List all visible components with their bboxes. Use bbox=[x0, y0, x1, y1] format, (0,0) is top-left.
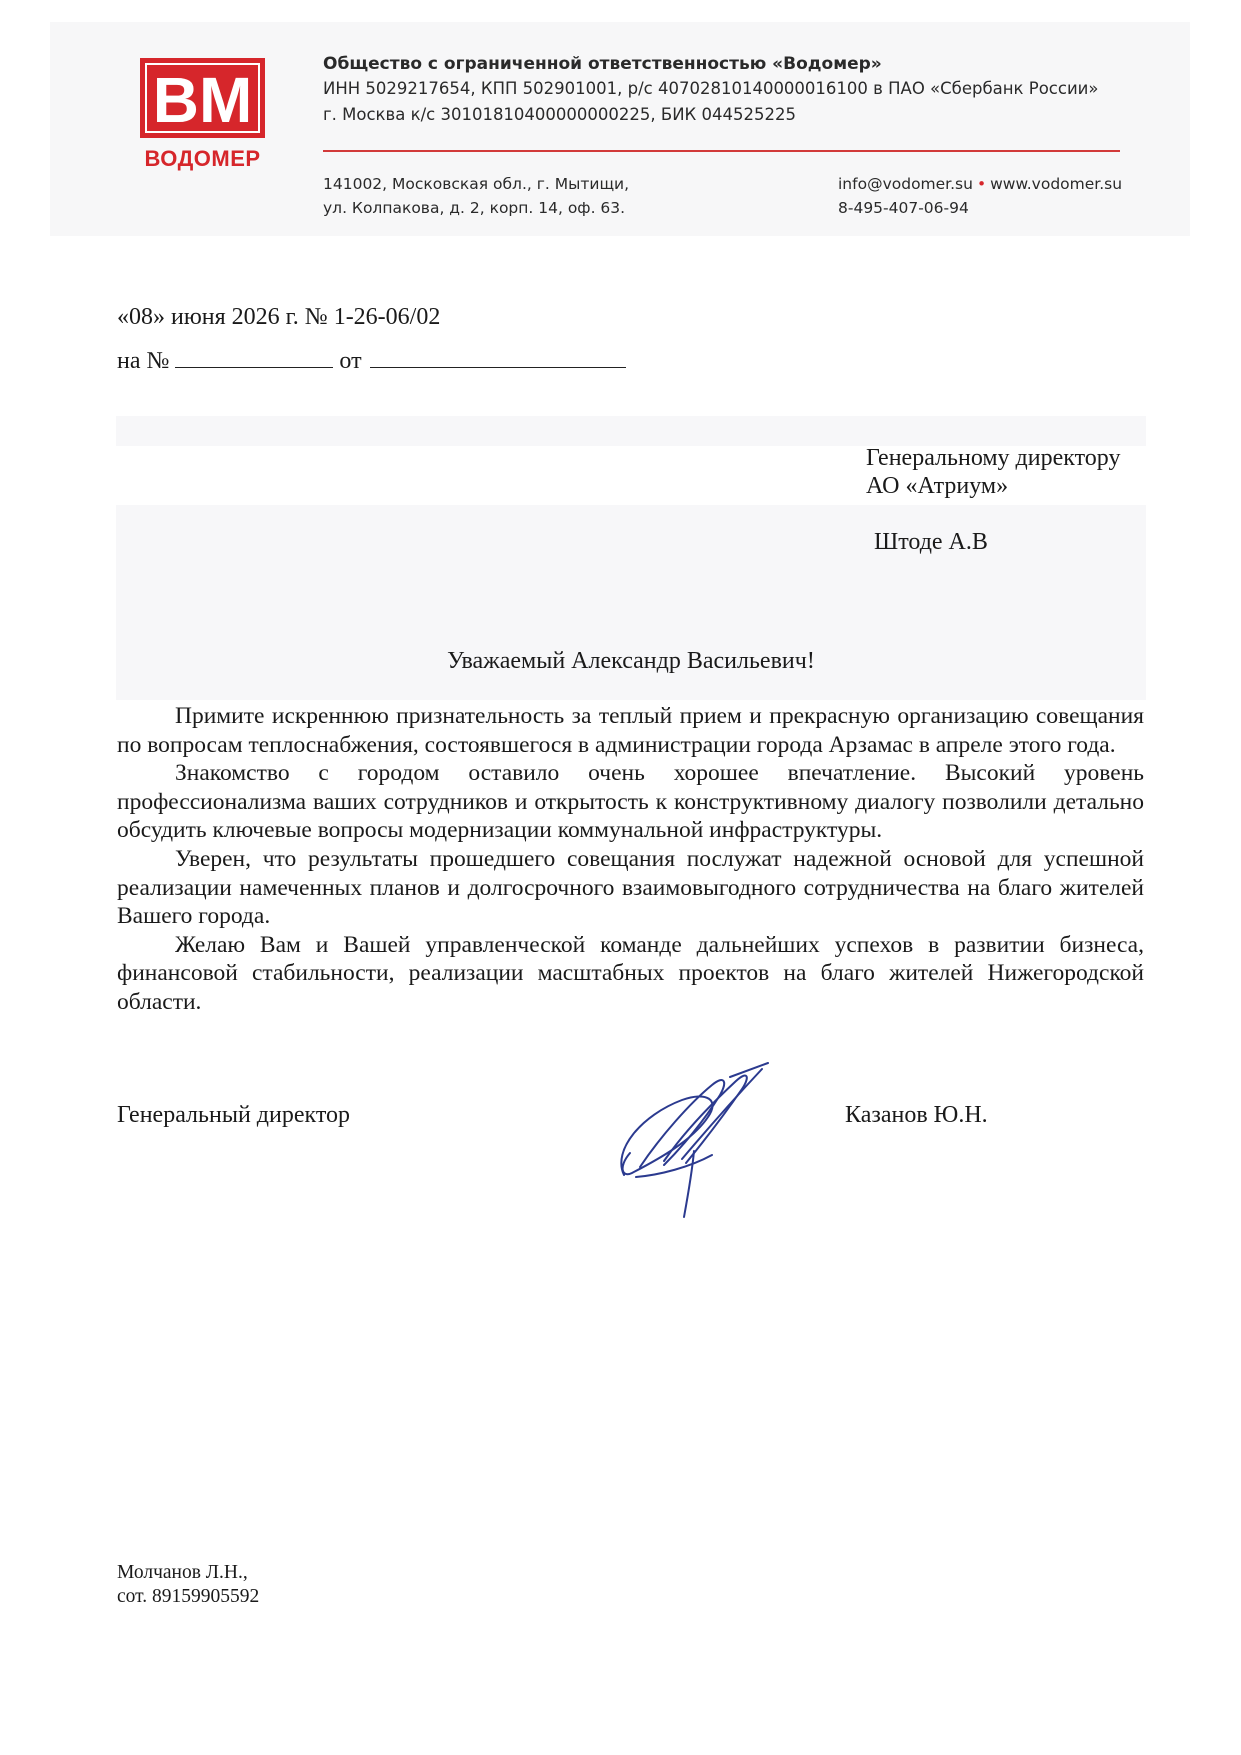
logo-letters: ВМ bbox=[152, 64, 253, 136]
logo-brand-name: ВОДОМЕР bbox=[144, 146, 261, 171]
letter-body bbox=[117, 702, 1144, 1017]
executor-name: Молчанов Л.Н., bbox=[117, 1562, 248, 1583]
company-logo bbox=[140, 58, 265, 170]
addressee-company: АО «Атриум» bbox=[866, 473, 1009, 499]
signatory-name: Казанов Ю.Н. bbox=[845, 1102, 988, 1128]
body-paragraph: Знакомство с городом оставило очень хорошее впечатление. Высокий уровень профессионализма ваших сотрудников и открытость к конструктивному диалогу позволили детально обсудить ключевые вопросы модернизации коммунальной инфраструктуры. bbox=[117, 760, 1144, 844]
org-address bbox=[323, 172, 703, 220]
executor-phone: сот. 89159905592 bbox=[117, 1586, 260, 1607]
letter-meta bbox=[117, 302, 626, 376]
logo-mark bbox=[140, 58, 265, 138]
addressee bbox=[866, 444, 1120, 556]
email-link[interactable]: info@vodomer.su bbox=[838, 175, 973, 193]
addressee-person: Штоде А.В bbox=[874, 529, 988, 555]
letterhead-divider bbox=[323, 150, 1120, 152]
org-contacts bbox=[838, 172, 1158, 220]
body-paragraph: Примите искреннюю признательность за теплый прием и прекрасную организацию совещания по вопросам теплоснабжения, состоявшегося в администрации города Арзамас в апреле этого года. bbox=[117, 703, 1144, 758]
signatory-title: Генеральный директор bbox=[117, 1102, 351, 1128]
greeting: Уважаемый Александр Васильевич! bbox=[447, 648, 815, 674]
reference-prefix: на № bbox=[117, 348, 170, 374]
org-phone: 8-495-407-06-94 bbox=[838, 199, 969, 217]
reference-from: от bbox=[339, 348, 362, 374]
body-paragraph: Желаю Вам и Вашей управленческой команде дальнейших успехов в развитии бизнеса, финансовой стабильности, реализации масштабных проектов на благо жителей Нижегородской области. bbox=[117, 931, 1144, 1015]
handwritten-signature bbox=[612, 1055, 782, 1225]
executor-info bbox=[117, 1561, 259, 1609]
organization-info bbox=[323, 52, 1163, 128]
separator-dot-icon: • bbox=[976, 175, 987, 193]
org-name: Общество с ограниченной ответственностью «Водомер» bbox=[323, 54, 882, 74]
reference-line bbox=[117, 346, 626, 376]
org-requisites-2: г. Москва к/с 30101810400000000225, БИК 044525225 bbox=[323, 105, 796, 124]
date-number: «08» июня 2026 г. № 1-26-06/02 bbox=[117, 304, 441, 330]
background-shade bbox=[116, 416, 1146, 446]
reference-date-blank bbox=[370, 347, 626, 368]
org-requisites-1: ИНН 5029217654, КПП 502901001, р/с 40702810140000016100 в ПАО «Сбербанк России» bbox=[323, 79, 1099, 98]
reference-number-blank bbox=[175, 347, 333, 368]
address-line-2: ул. Колпакова, д. 2, корп. 14, оф. 63. bbox=[323, 199, 626, 217]
addressee-position: Генеральному директору bbox=[866, 445, 1121, 471]
address-line-1: 141002, Московская обл., г. Мытищи, bbox=[323, 175, 630, 193]
website-link[interactable]: www.vodomer.su bbox=[990, 175, 1123, 193]
body-paragraph: Уверен, что результаты прошедшего совещания послужат надежной основой для успешной реализации намеченных планов и долгосрочного взаимовыгодного сотрудничества на благо жителей Вашего города. bbox=[117, 845, 1144, 930]
